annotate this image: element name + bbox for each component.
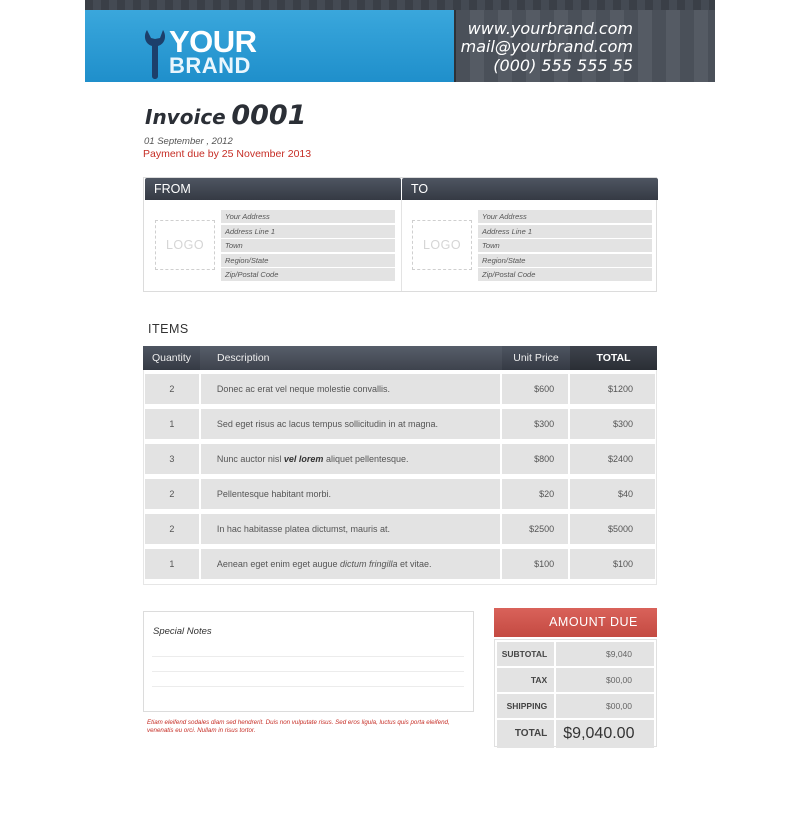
item-quantity: 1	[145, 409, 199, 439]
item-unit-price: $100	[502, 549, 568, 579]
item-total: $5000	[570, 514, 655, 544]
subtotal-value: $9,040	[556, 642, 654, 666]
to-address-line[interactable]: Town	[478, 239, 652, 252]
table-row	[145, 549, 655, 579]
column-header-unit-price: Unit Price	[513, 352, 559, 364]
shipping-row	[497, 694, 654, 718]
table-row	[145, 444, 655, 474]
column-header-quantity: Quantity	[151, 352, 192, 364]
to-address-line[interactable]: Address Line 1	[478, 225, 652, 238]
item-description-emphasis: dictum fringilla	[339, 559, 398, 569]
tax-row	[497, 668, 654, 692]
item-description-text: et vitae.	[397, 559, 432, 569]
item-description: Donec ac erat vel neque molestie convallis.	[201, 374, 500, 404]
header-top-strip	[85, 0, 715, 10]
item-description-emphasis: vel lorem	[283, 454, 324, 464]
items-table	[143, 346, 657, 585]
total-value: $9,040.00	[556, 720, 654, 748]
from-address-line[interactable]: Your Address	[221, 210, 395, 223]
from-address-line[interactable]: Address Line 1	[221, 225, 395, 238]
item-quantity: 1	[145, 549, 199, 579]
brand-line-2: BRAND	[169, 53, 251, 78]
item-unit-price: $20	[502, 479, 568, 509]
table-row	[145, 514, 655, 544]
items-header-row	[143, 346, 657, 370]
item-total: $2400	[570, 444, 655, 474]
from-logo-placeholder[interactable]: LOGO	[155, 220, 215, 270]
website-text: www.yourbrand.com	[467, 19, 633, 38]
notes-rule	[152, 686, 464, 687]
to-address-lines	[478, 210, 652, 283]
item-quantity: 2	[145, 514, 199, 544]
item-description	[201, 549, 500, 579]
special-notes-title: Special Notes	[153, 626, 212, 637]
brand-logo-text	[169, 26, 257, 77]
address-panel	[143, 177, 657, 292]
to-address-line[interactable]: Zip/Postal Code	[478, 268, 652, 281]
total-label: TOTAL	[497, 720, 554, 748]
item-total: $1200	[570, 374, 655, 404]
notes-rule	[152, 671, 464, 672]
item-description: In hac habitasse platea dictumst, mauris at.	[201, 514, 500, 544]
item-unit-price: $300	[502, 409, 568, 439]
item-description-text: Nunc auctor nisl	[216, 454, 284, 464]
item-description: Sed eget risus ac lacus tempus sollicitudin in at magna.	[201, 409, 500, 439]
from-address-line[interactable]: Zip/Postal Code	[221, 268, 395, 281]
to-address-line[interactable]: Region/State	[478, 254, 652, 267]
invoice-number: 0001	[231, 100, 307, 131]
shipping-value: $00,00	[556, 694, 654, 718]
brand-panel	[85, 10, 454, 82]
invoice-title-word: Invoice	[145, 105, 226, 129]
column-header-total: TOTAL	[570, 346, 657, 370]
brand-line-1: YOUR	[169, 24, 257, 59]
items-body	[143, 370, 657, 585]
item-total: $100	[570, 549, 655, 579]
fine-print-text: Etiam eleifend sodales diam sed hendrerit. Duis non vulputate risus. Sed eros ligula, luctus quis porta eleifend, venenatis eu orci. Nullam in risus tortor.	[147, 719, 450, 734]
phone-text: (000) 555 555 55	[493, 56, 633, 75]
invoice-header	[85, 0, 715, 82]
shipping-label: SHIPPING	[497, 694, 554, 718]
notes-rule	[152, 656, 464, 657]
item-quantity: 2	[145, 479, 199, 509]
from-address-line[interactable]: Region/State	[221, 254, 395, 267]
from-address-line[interactable]: Town	[221, 239, 395, 252]
total-row	[497, 720, 654, 748]
item-total: $40	[570, 479, 655, 509]
subtotal-label: SUBTOTAL	[497, 642, 554, 666]
table-row	[145, 479, 655, 509]
column-header-description: Description	[200, 346, 502, 370]
to-logo-placeholder[interactable]: LOGO	[412, 220, 472, 270]
items-heading: ITEMS	[148, 322, 189, 336]
from-address-lines	[221, 210, 395, 283]
amount-due-summary	[494, 639, 657, 747]
amount-due-heading: AMOUNT DUE	[494, 608, 657, 637]
to-section	[402, 178, 658, 291]
from-section	[145, 178, 401, 291]
item-quantity: 3	[145, 444, 199, 474]
subtotal-row	[497, 642, 654, 666]
table-row	[145, 374, 655, 404]
item-unit-price: $800	[502, 444, 568, 474]
item-unit-price: $600	[502, 374, 568, 404]
payment-due-text: Payment due by 25 November 2013	[143, 148, 312, 160]
to-heading: TO	[402, 178, 658, 200]
table-row	[145, 409, 655, 439]
invoice-date: 01 September , 2012	[144, 136, 233, 147]
item-description-text: aliquet pellentesque.	[323, 454, 409, 464]
tax-label: TAX	[497, 668, 554, 692]
special-notes-box[interactable]	[143, 611, 474, 712]
item-total: $300	[570, 409, 655, 439]
item-description: Pellentesque habitant morbi.	[201, 479, 500, 509]
from-heading: FROM	[145, 178, 401, 200]
invoice-title	[145, 100, 306, 131]
item-quantity: 2	[145, 374, 199, 404]
item-description	[201, 444, 500, 474]
item-description-text: Aenean eget enim eget augue	[216, 559, 340, 569]
to-address-line[interactable]: Your Address	[478, 210, 652, 223]
tax-value: $00,00	[556, 668, 654, 692]
email-text: mail@yourbrand.com	[460, 37, 633, 56]
item-unit-price: $2500	[502, 514, 568, 544]
